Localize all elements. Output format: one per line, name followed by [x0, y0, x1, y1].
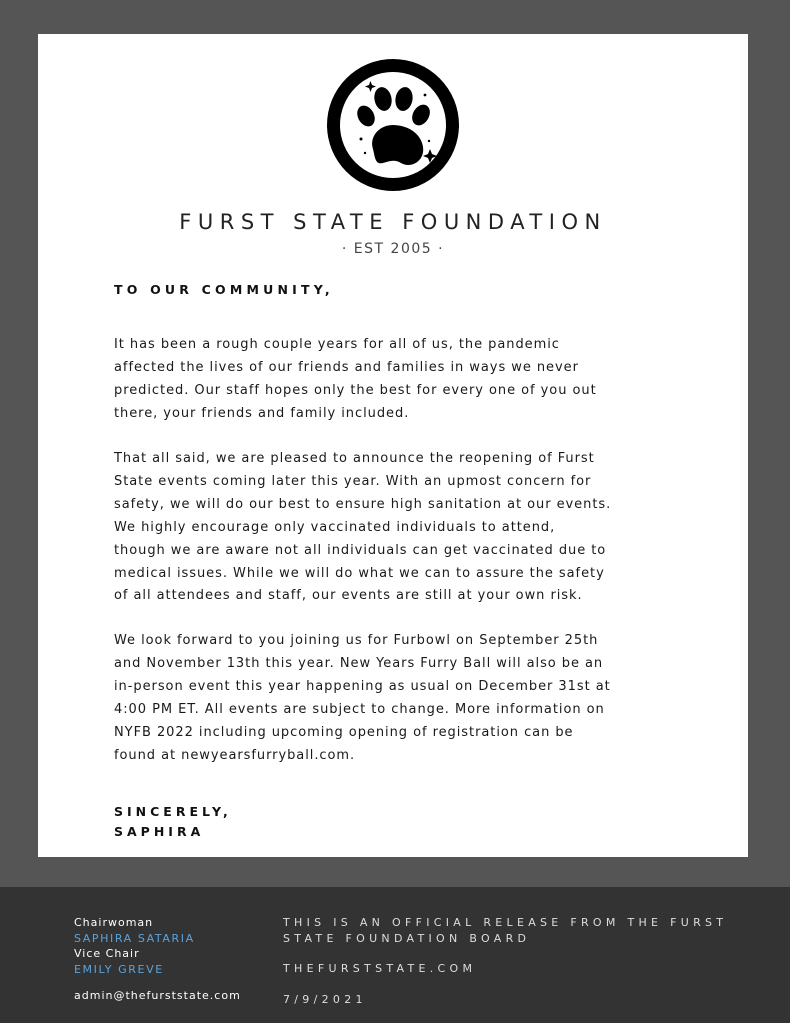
paragraph-1: [114, 334, 684, 426]
paragraph-line: though we are aware not all individuals can get vaccinated due to: [114, 542, 607, 558]
paragraph-line: safety, we will do our best to ensure high sanitation at our events.: [114, 496, 612, 512]
paragraph-line: in-person event this year happening as usual on December 31st at: [114, 678, 611, 694]
salutation: TO OUR COMMUNITY,: [114, 282, 334, 297]
paragraph-line: found at newyearsfurryball.com.: [114, 747, 356, 763]
name-vice-chair: EMILY GREVE: [74, 962, 164, 976]
paragraph-line: of all attendees and staff, our events are still at your own risk.: [114, 588, 583, 604]
paragraph-line: medical issues. While we will do what we can to assure the safety: [114, 565, 605, 581]
paragraph-line: predicted. Our staff hopes only the best for every one of you out: [114, 382, 597, 398]
paragraph-line: 4:00 PM ET. All events are subject to change. More information on: [114, 701, 605, 717]
footer: [0, 887, 790, 1023]
paragraph-line: We highly encourage only vaccinated individuals to attend,: [114, 519, 556, 535]
paragraph-line: NYFB 2022 including upcoming opening of registration can be: [114, 724, 574, 740]
organization-title: FURST STATE FOUNDATION: [179, 210, 607, 234]
paragraph-3: [114, 630, 684, 767]
paragraph-line: It has been a rough couple years for all of us, the pandemic: [114, 337, 560, 352]
closing-word: SINCERELY,: [114, 804, 232, 819]
letter-closing: [114, 802, 232, 842]
signature-name: SAPHIRA: [114, 824, 205, 839]
paragraph-2: [114, 448, 684, 608]
website: THEFURSTSTATE.COM: [283, 962, 477, 975]
paw-print-icon: [325, 57, 461, 193]
paragraph-line: affected the lives of our friends and families in ways we never: [114, 359, 579, 375]
release-line: THIS IS AN OFFICIAL RELEASE FROM THE FURST: [283, 916, 728, 929]
footer-contacts: [74, 915, 195, 977]
official-release-note: [283, 915, 727, 947]
paragraph-line: That all said, we are pleased to announce the reopening of Furst: [114, 451, 595, 466]
role-vice-chair: Vice Chair: [74, 947, 140, 960]
paragraph-line: State events coming later this year. With an upmost concern for: [114, 473, 592, 489]
contact-email: admin@thefurststate.com: [74, 989, 241, 1002]
release-date: 7/9/2021: [283, 993, 367, 1006]
paragraph-line: there, your friends and family included.: [114, 405, 410, 421]
release-line: STATE FOUNDATION BOARD: [283, 932, 531, 945]
name-chairwoman: SAPHIRA SATARIA: [74, 931, 195, 945]
role-chairwoman: Chairwoman: [74, 916, 154, 929]
paragraph-line: and November 13th this year. New Years Furry Ball will also be an: [114, 655, 604, 671]
paragraph-line: We look forward to you joining us for Furbowl on September 25th: [114, 633, 599, 648]
established-year: · EST 2005 ·: [341, 241, 445, 257]
